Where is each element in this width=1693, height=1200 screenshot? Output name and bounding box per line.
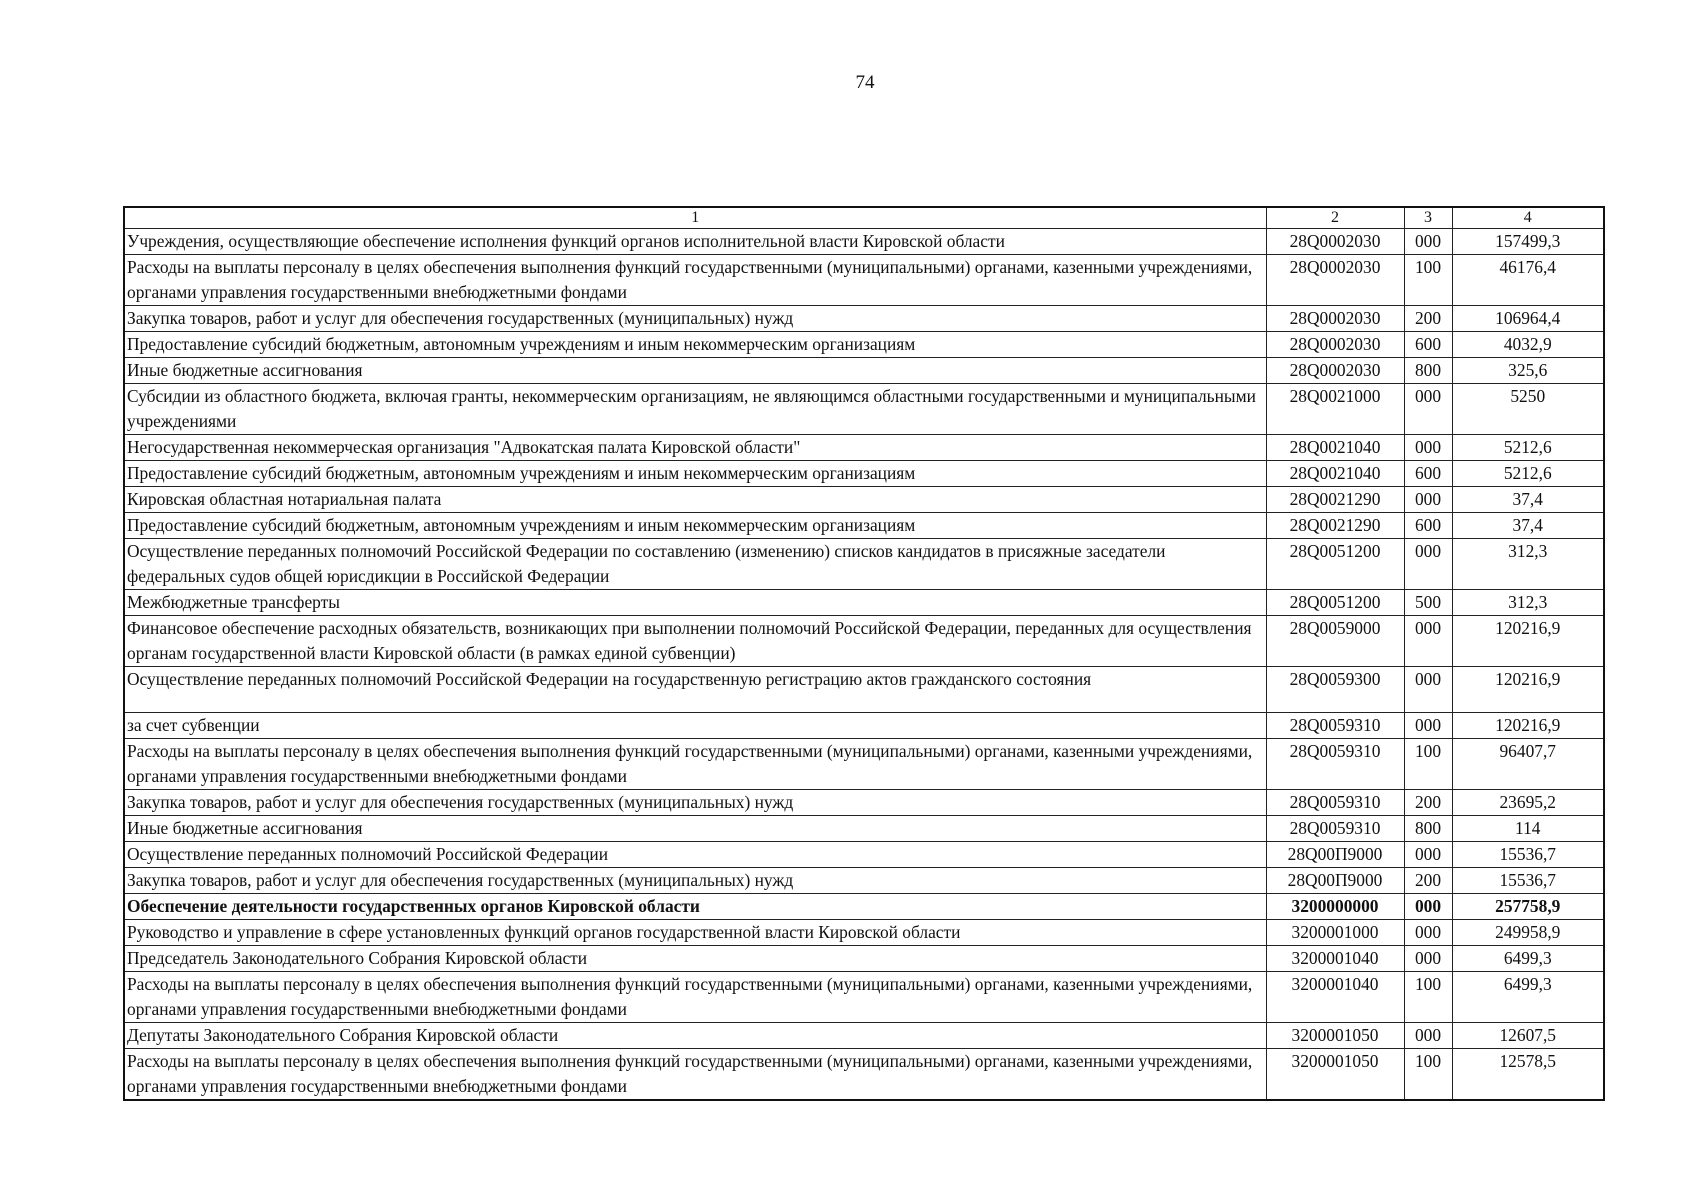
row-code-cell: 28Q0002030 — [1266, 332, 1404, 358]
row-code-cell: 28Q0059310 — [1266, 816, 1404, 842]
table-row — [124, 384, 1604, 435]
row-name-cell: Учреждения, осуществляющие обеспечение исполнения функций органов исполнительной власти Кировской области — [124, 229, 1266, 255]
row-name-cell: Субсидии из областного бюджета, включая гранты, некоммерческим организациям, не являющимся областными государственными и муниципальными учреждениями — [124, 384, 1266, 435]
row-name-cell: Руководство и управление в сфере установленных функций органов государственной власти Кировской области — [124, 920, 1266, 946]
row-type-cell: 600 — [1404, 332, 1452, 358]
row-type-cell: 100 — [1404, 1049, 1452, 1101]
row-code-cell: 28Q0021000 — [1266, 384, 1404, 435]
row-code-cell: 28Q0059310 — [1266, 790, 1404, 816]
table-row — [124, 513, 1604, 539]
row-sum-cell: 120216,9 — [1452, 667, 1604, 713]
row-code-cell: 28Q0021040 — [1266, 461, 1404, 487]
row-sum-cell: 312,3 — [1452, 539, 1604, 590]
row-type-cell: 000 — [1404, 487, 1452, 513]
row-type-cell: 100 — [1404, 739, 1452, 790]
row-code-cell: 28Q00П9000 — [1266, 842, 1404, 868]
row-type-cell: 100 — [1404, 972, 1452, 1023]
row-name-cell: Расходы на выплаты персоналу в целях обеспечения выполнения функций государственными (муниципальными) органами, казенными учреждениями, органами управления государственными внебюджетными фондами — [124, 255, 1266, 306]
table-row — [124, 894, 1604, 920]
row-sum-cell: 23695,2 — [1452, 790, 1604, 816]
row-sum-cell: 257758,9 — [1452, 894, 1604, 920]
table-row — [124, 229, 1604, 255]
table-header-row — [124, 207, 1604, 229]
table-row — [124, 358, 1604, 384]
row-code-cell: 28Q0051200 — [1266, 539, 1404, 590]
row-name-cell: Предоставление субсидий бюджетным, автономным учреждениям и иным некоммерческим организациям — [124, 461, 1266, 487]
table-row — [124, 332, 1604, 358]
row-type-cell: 000 — [1404, 920, 1452, 946]
row-sum-cell: 120216,9 — [1452, 713, 1604, 739]
table-row — [124, 868, 1604, 894]
row-sum-cell: 6499,3 — [1452, 972, 1604, 1023]
row-code-cell: 28Q00П9000 — [1266, 868, 1404, 894]
row-type-cell: 000 — [1404, 435, 1452, 461]
row-sum-cell: 5250 — [1452, 384, 1604, 435]
row-sum-cell: 37,4 — [1452, 487, 1604, 513]
row-code-cell: 3200001000 — [1266, 920, 1404, 946]
row-name-cell: Межбюджетные трансферты — [124, 590, 1266, 616]
row-type-cell: 000 — [1404, 842, 1452, 868]
header-col-1: 1 — [124, 207, 1266, 229]
table-row — [124, 435, 1604, 461]
row-code-cell: 28Q0002030 — [1266, 255, 1404, 306]
row-name-cell: Расходы на выплаты персоналу в целях обеспечения выполнения функций государственными (муниципальными) органами, казенными учреждениями, органами управления государственными внебюджетными фондами — [124, 972, 1266, 1023]
row-code-cell: 3200001050 — [1266, 1049, 1404, 1101]
table-row — [124, 946, 1604, 972]
row-name-cell: Расходы на выплаты персоналу в целях обеспечения выполнения функций государственными (муниципальными) органами, казенными учреждениями, органами управления государственными внебюджетными фондами — [124, 739, 1266, 790]
table-row — [124, 590, 1604, 616]
table-row — [124, 461, 1604, 487]
header-col-4: 4 — [1452, 207, 1604, 229]
row-sum-cell: 6499,3 — [1452, 946, 1604, 972]
row-code-cell: 28Q0051200 — [1266, 590, 1404, 616]
table-row — [124, 790, 1604, 816]
row-name-cell: Закупка товаров, работ и услуг для обеспечения государственных (муниципальных) нужд — [124, 306, 1266, 332]
row-name-cell: Председатель Законодательного Собрания Кировской области — [124, 946, 1266, 972]
table-row — [124, 713, 1604, 739]
header-col-2: 2 — [1266, 207, 1404, 229]
table-row — [124, 487, 1604, 513]
row-type-cell: 600 — [1404, 513, 1452, 539]
row-name-cell: Иные бюджетные ассигнования — [124, 358, 1266, 384]
row-type-cell: 600 — [1404, 461, 1452, 487]
row-code-cell: 3200001040 — [1266, 972, 1404, 1023]
row-name-cell: Предоставление субсидий бюджетным, автономным учреждениям и иным некоммерческим организациям — [124, 332, 1266, 358]
row-sum-cell: 96407,7 — [1452, 739, 1604, 790]
row-code-cell: 28Q0059310 — [1266, 739, 1404, 790]
row-code-cell: 28Q0002030 — [1266, 358, 1404, 384]
row-code-cell: 28Q0059310 — [1266, 713, 1404, 739]
row-sum-cell: 12607,5 — [1452, 1023, 1604, 1049]
table-row — [124, 306, 1604, 332]
row-type-cell: 200 — [1404, 790, 1452, 816]
table-row — [124, 1049, 1604, 1101]
table-row — [124, 816, 1604, 842]
row-type-cell: 000 — [1404, 667, 1452, 713]
page-number: 74 — [855, 72, 875, 93]
row-sum-cell: 325,6 — [1452, 358, 1604, 384]
row-sum-cell: 37,4 — [1452, 513, 1604, 539]
row-code-cell: 3200000000 — [1266, 894, 1404, 920]
row-name-cell: Негосударственная некоммерческая организация "Адвокатская палата Кировской области" — [124, 435, 1266, 461]
row-sum-cell: 120216,9 — [1452, 616, 1604, 667]
row-name-cell: за счет субвенции — [124, 713, 1266, 739]
row-sum-cell: 15536,7 — [1452, 868, 1604, 894]
row-code-cell: 28Q0021290 — [1266, 487, 1404, 513]
table-row — [124, 255, 1604, 306]
row-code-cell: 3200001050 — [1266, 1023, 1404, 1049]
table-row — [124, 539, 1604, 590]
row-type-cell: 500 — [1404, 590, 1452, 616]
row-type-cell: 000 — [1404, 539, 1452, 590]
row-code-cell: 28Q0002030 — [1266, 229, 1404, 255]
row-type-cell: 000 — [1404, 384, 1452, 435]
row-type-cell: 000 — [1404, 1023, 1452, 1049]
table-row — [124, 920, 1604, 946]
header-col-3: 3 — [1404, 207, 1452, 229]
budget-table — [123, 206, 1605, 1101]
table-row — [124, 842, 1604, 868]
row-code-cell: 28Q0059300 — [1266, 667, 1404, 713]
row-code-cell: 3200001040 — [1266, 946, 1404, 972]
row-name-cell: Осуществление переданных полномочий Российской Федерации — [124, 842, 1266, 868]
row-name-cell: Финансовое обеспечение расходных обязательств, возникающих при выполнении полномочий Российской Федерации, переданных для осуществления органам государственной власти Кировской области (в рамках единой субвенции) — [124, 616, 1266, 667]
row-type-cell: 000 — [1404, 894, 1452, 920]
row-name-cell: Депутаты Законодательного Собрания Кировской области — [124, 1023, 1266, 1049]
row-code-cell: 28Q0002030 — [1266, 306, 1404, 332]
row-sum-cell: 15536,7 — [1452, 842, 1604, 868]
row-name-cell: Осуществление переданных полномочий Российской Федерации на государственную регистрацию актов гражданского состояния — [124, 667, 1266, 713]
table-row — [124, 1023, 1604, 1049]
row-sum-cell: 5212,6 — [1452, 461, 1604, 487]
row-type-cell: 000 — [1404, 946, 1452, 972]
row-name-cell: Закупка товаров, работ и услуг для обеспечения государственных (муниципальных) нужд — [124, 790, 1266, 816]
row-sum-cell: 114 — [1452, 816, 1604, 842]
row-sum-cell: 46176,4 — [1452, 255, 1604, 306]
row-sum-cell: 12578,5 — [1452, 1049, 1604, 1101]
row-type-cell: 100 — [1404, 255, 1452, 306]
row-sum-cell: 249958,9 — [1452, 920, 1604, 946]
row-sum-cell: 312,3 — [1452, 590, 1604, 616]
row-sum-cell: 5212,6 — [1452, 435, 1604, 461]
table-row — [124, 667, 1604, 713]
row-code-cell: 28Q0021290 — [1266, 513, 1404, 539]
row-name-cell: Кировская областная нотариальная палата — [124, 487, 1266, 513]
row-name-cell: Осуществление переданных полномочий Российской Федерации по составлению (изменению) списков кандидатов в присяжные заседатели федеральных судов общей юрисдикции в Российской Федерации — [124, 539, 1266, 590]
table-row — [124, 972, 1604, 1023]
row-type-cell: 000 — [1404, 229, 1452, 255]
row-name-cell: Закупка товаров, работ и услуг для обеспечения государственных (муниципальных) нужд — [124, 868, 1266, 894]
row-type-cell: 800 — [1404, 358, 1452, 384]
row-type-cell: 000 — [1404, 616, 1452, 667]
table-row — [124, 616, 1604, 667]
table-row — [124, 739, 1604, 790]
row-code-cell: 28Q0021040 — [1266, 435, 1404, 461]
row-type-cell: 000 — [1404, 713, 1452, 739]
row-name-cell: Иные бюджетные ассигнования — [124, 816, 1266, 842]
row-type-cell: 800 — [1404, 816, 1452, 842]
row-sum-cell: 4032,9 — [1452, 332, 1604, 358]
row-sum-cell: 157499,3 — [1452, 229, 1604, 255]
row-code-cell: 28Q0059000 — [1266, 616, 1404, 667]
row-type-cell: 200 — [1404, 306, 1452, 332]
row-sum-cell: 106964,4 — [1452, 306, 1604, 332]
row-name-cell: Расходы на выплаты персоналу в целях обеспечения выполнения функций государственными (муниципальными) органами, казенными учреждениями, органами управления государственными внебюджетными фондами — [124, 1049, 1266, 1101]
row-name-cell: Обеспечение деятельности государственных органов Кировской области — [124, 894, 1266, 920]
row-name-cell: Предоставление субсидий бюджетным, автономным учреждениям и иным некоммерческим организациям — [124, 513, 1266, 539]
row-type-cell: 200 — [1404, 868, 1452, 894]
